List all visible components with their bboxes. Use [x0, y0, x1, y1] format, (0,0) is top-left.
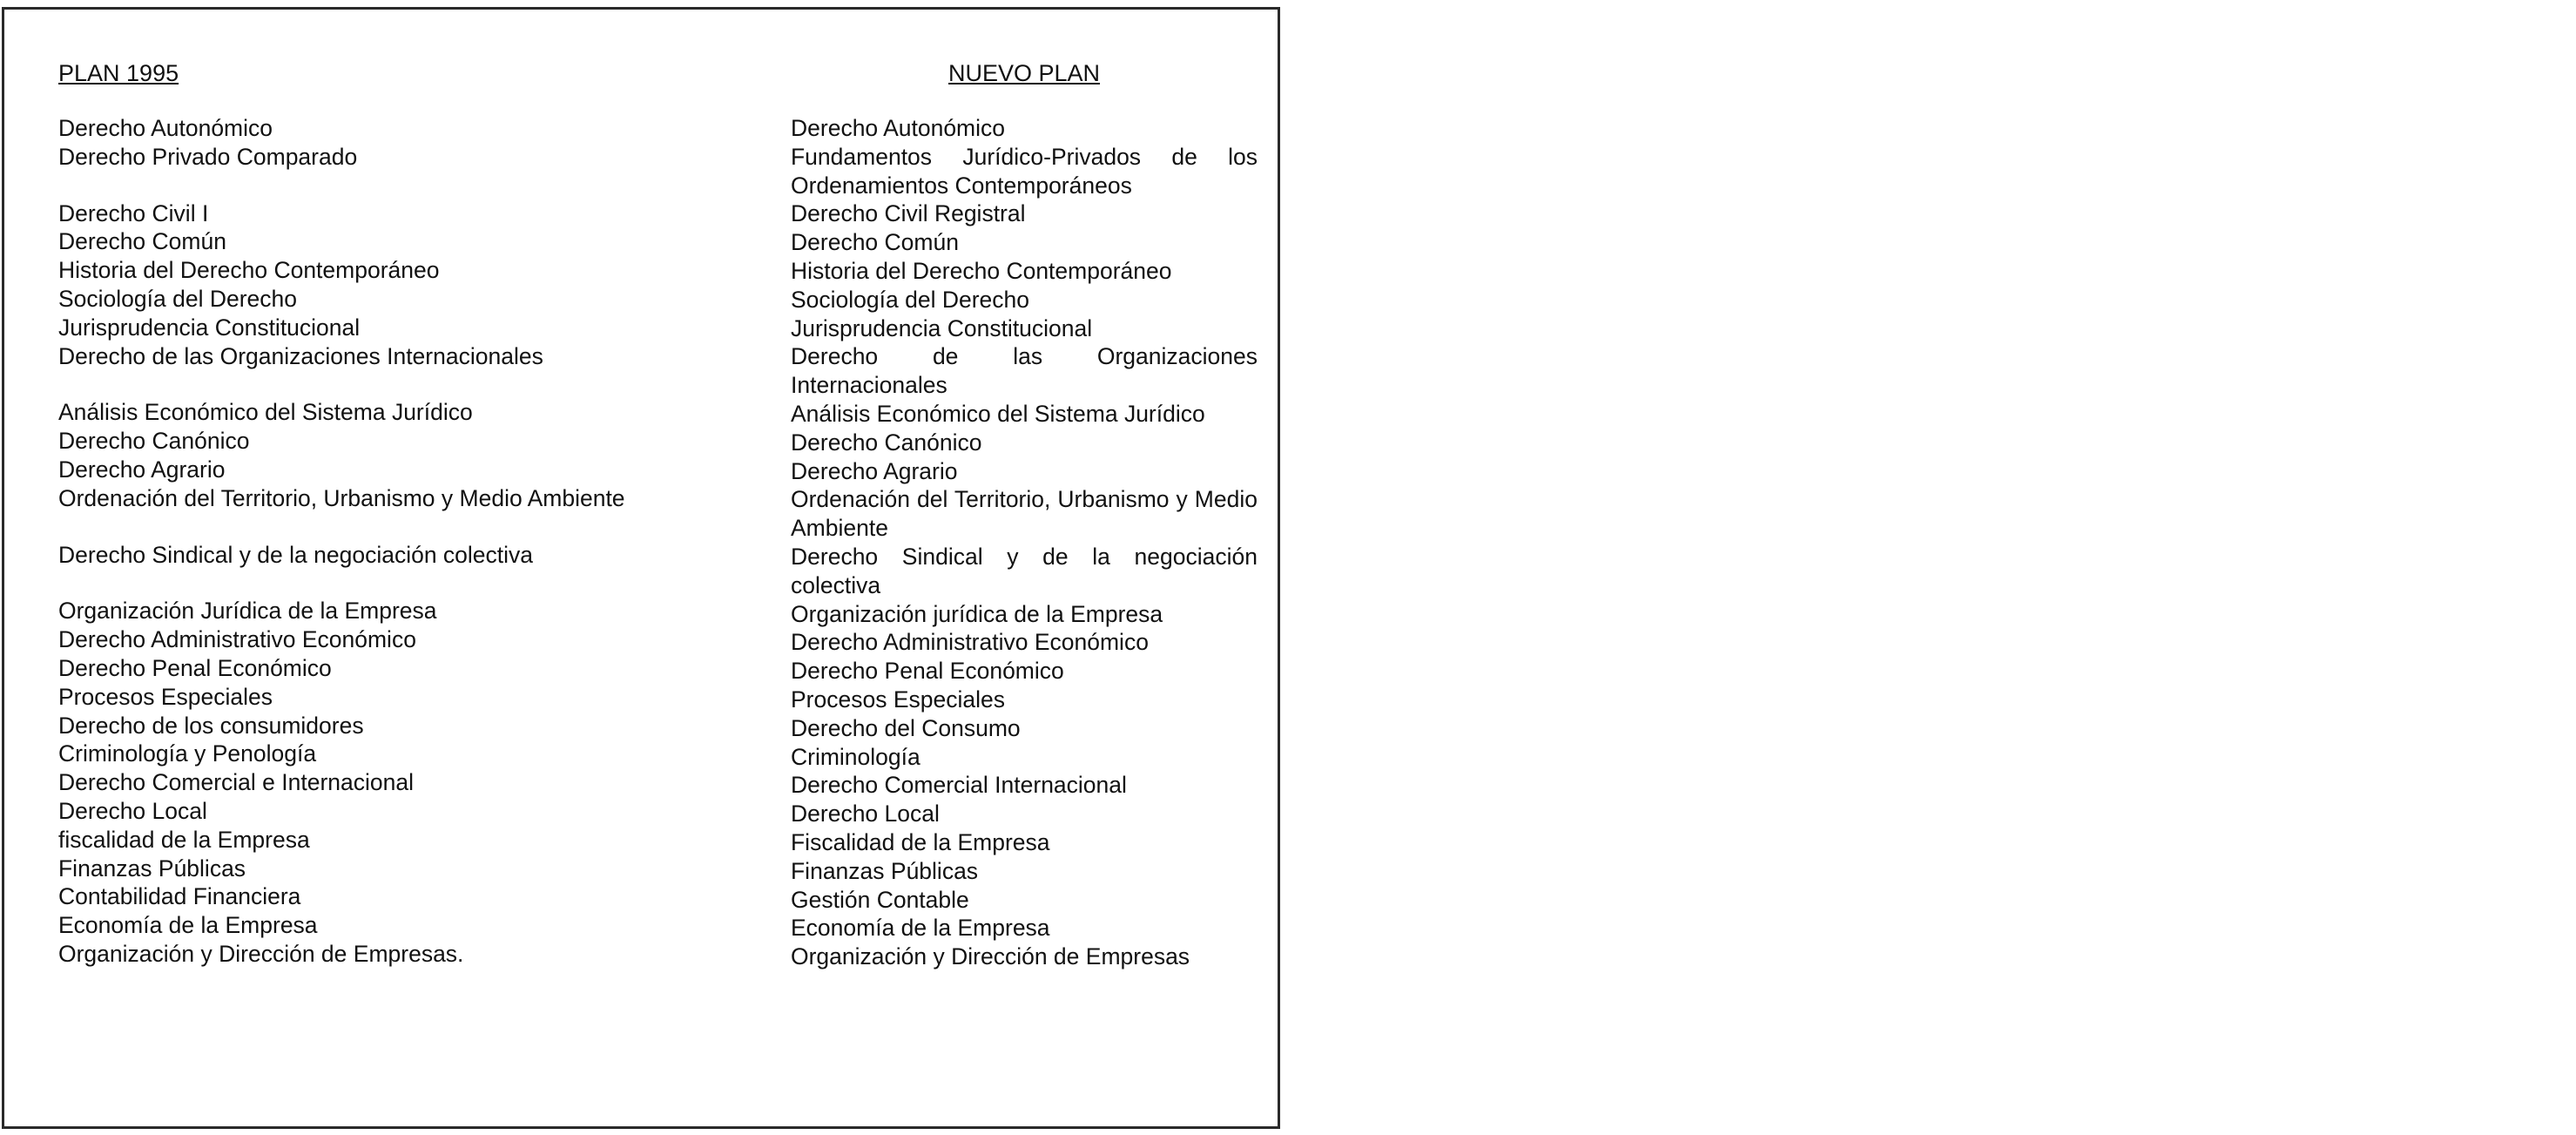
nuevo-plan-item: Derecho Comercial Internacional [791, 772, 1127, 799]
nuevo-plan-item: Finanzas Públicas [791, 857, 979, 884]
nuevo-plan-item: Ordenación del Territorio, Urbanismo y Medio Ambiente [791, 486, 1258, 542]
group-spacer [58, 513, 703, 541]
plan-1995-list [58, 114, 703, 969]
nuevo-plan-heading: NUEVO PLAN [947, 60, 1101, 86]
nuevo-plan-list [791, 114, 1258, 971]
nuevo-plan-item: Derecho Penal Económico [791, 658, 1064, 685]
plan-1995-heading: PLAN 1995 [58, 60, 179, 86]
nuevo-plan-item: Derecho Canónico [791, 429, 982, 456]
nuevo-plan-item: Fiscalidad de la Empresa [791, 828, 1050, 855]
nuevo-plan-item: Derecho del Consumo [791, 714, 1021, 741]
nuevo-plan-item: Jurisprudencia Constitucional [791, 314, 1093, 341]
nuevo-plan-item: Derecho Local [791, 801, 940, 828]
plan-1995-item: Derecho Privado Comparado [58, 143, 358, 170]
plan-1995-item: Jurisprudencia Constitucional [58, 314, 361, 341]
nuevo-plan-item: Análisis Económico del Sistema Jurídico [791, 400, 1205, 427]
nuevo-plan-item: Derecho Agrario [791, 457, 958, 484]
plan-1995-item: Derecho Administrativo Económico [58, 626, 416, 653]
nuevo-plan-item: Organización jurídica de la Empresa [791, 600, 1163, 627]
plan-1995-item: Derecho Penal Económico [58, 654, 332, 681]
plan-1995-item: Análisis Económico del Sistema Jurídico [58, 399, 473, 426]
nuevo-plan-item: Derecho Autonómico [791, 115, 1006, 141]
plan-1995-item: Organización Jurídica de la Empresa [58, 598, 437, 625]
plan-1995-item: Derecho de las Organizaciones Internacionales [58, 342, 543, 369]
plan-1995-item: Derecho Canónico [58, 428, 250, 455]
plan-1995-item: Derecho de los consumidores [58, 712, 364, 739]
nuevo-plan-item: Historia del Derecho Contemporáneo [791, 257, 1172, 284]
nuevo-plan-item: Criminología [791, 743, 920, 770]
group-spacer [58, 569, 703, 597]
nuevo-plan-item: Derecho Civil Registral [791, 200, 1026, 227]
nuevo-plan-column [791, 58, 1258, 971]
plan-1995-item: Finanzas Públicas [58, 855, 246, 882]
plan-1995-item: Derecho Autonómico [58, 115, 273, 141]
plan-1995-item: Criminología y Penología [58, 740, 317, 767]
nuevo-plan-item: Sociología del Derecho [791, 286, 1030, 313]
nuevo-plan-item: Derecho Común [791, 229, 959, 256]
plan-1995-item: Sociología del Derecho [58, 285, 298, 312]
nuevo-plan-item: Derecho Sindical y de la negociación colectiva [791, 543, 1258, 598]
nuevo-plan-item: Fundamentos Jurídico-Privados de los Ordenamientos Contemporáneos [791, 143, 1258, 199]
plan-1995-item: Derecho Civil I [58, 199, 209, 226]
nuevo-plan-item: Organización y Dirección de Empresas [791, 943, 1190, 970]
plan-1995-item: Organización y Dirección de Empresas. [58, 940, 464, 967]
plan-1995-item: fiscalidad de la Empresa [58, 826, 310, 853]
plan-1995-item: Contabilidad Financiera [58, 883, 301, 910]
plan-1995-item: Derecho Agrario [58, 456, 226, 483]
plan-1995-column [58, 58, 703, 969]
nuevo-plan-item: Derecho Administrativo Económico [791, 629, 1149, 656]
plan-1995-item: Derecho Sindical y de la negociación colectiva [58, 541, 534, 568]
nuevo-plan-item: Economía de la Empresa [791, 915, 1050, 942]
plan-1995-item: Historia del Derecho Contemporáneo [58, 257, 440, 284]
plan-1995-item: Derecho Común [58, 228, 226, 255]
group-spacer [58, 370, 703, 398]
plan-1995-item: Ordenación del Territorio, Urbanismo y Medio Ambiente [58, 484, 625, 511]
nuevo-plan-item: Procesos Especiales [791, 686, 1005, 713]
group-spacer [58, 172, 703, 199]
nuevo-plan-item: Derecho de las Organizaciones Internacionales [791, 343, 1258, 399]
plan-1995-item: Procesos Especiales [58, 683, 273, 710]
plan-1995-item: Economía de la Empresa [58, 912, 318, 939]
plan-1995-item: Derecho Comercial e Internacional [58, 769, 415, 796]
plan-1995-item: Derecho Local [58, 797, 207, 824]
document-frame [2, 7, 1280, 1129]
nuevo-plan-item: Gestión Contable [791, 886, 969, 913]
